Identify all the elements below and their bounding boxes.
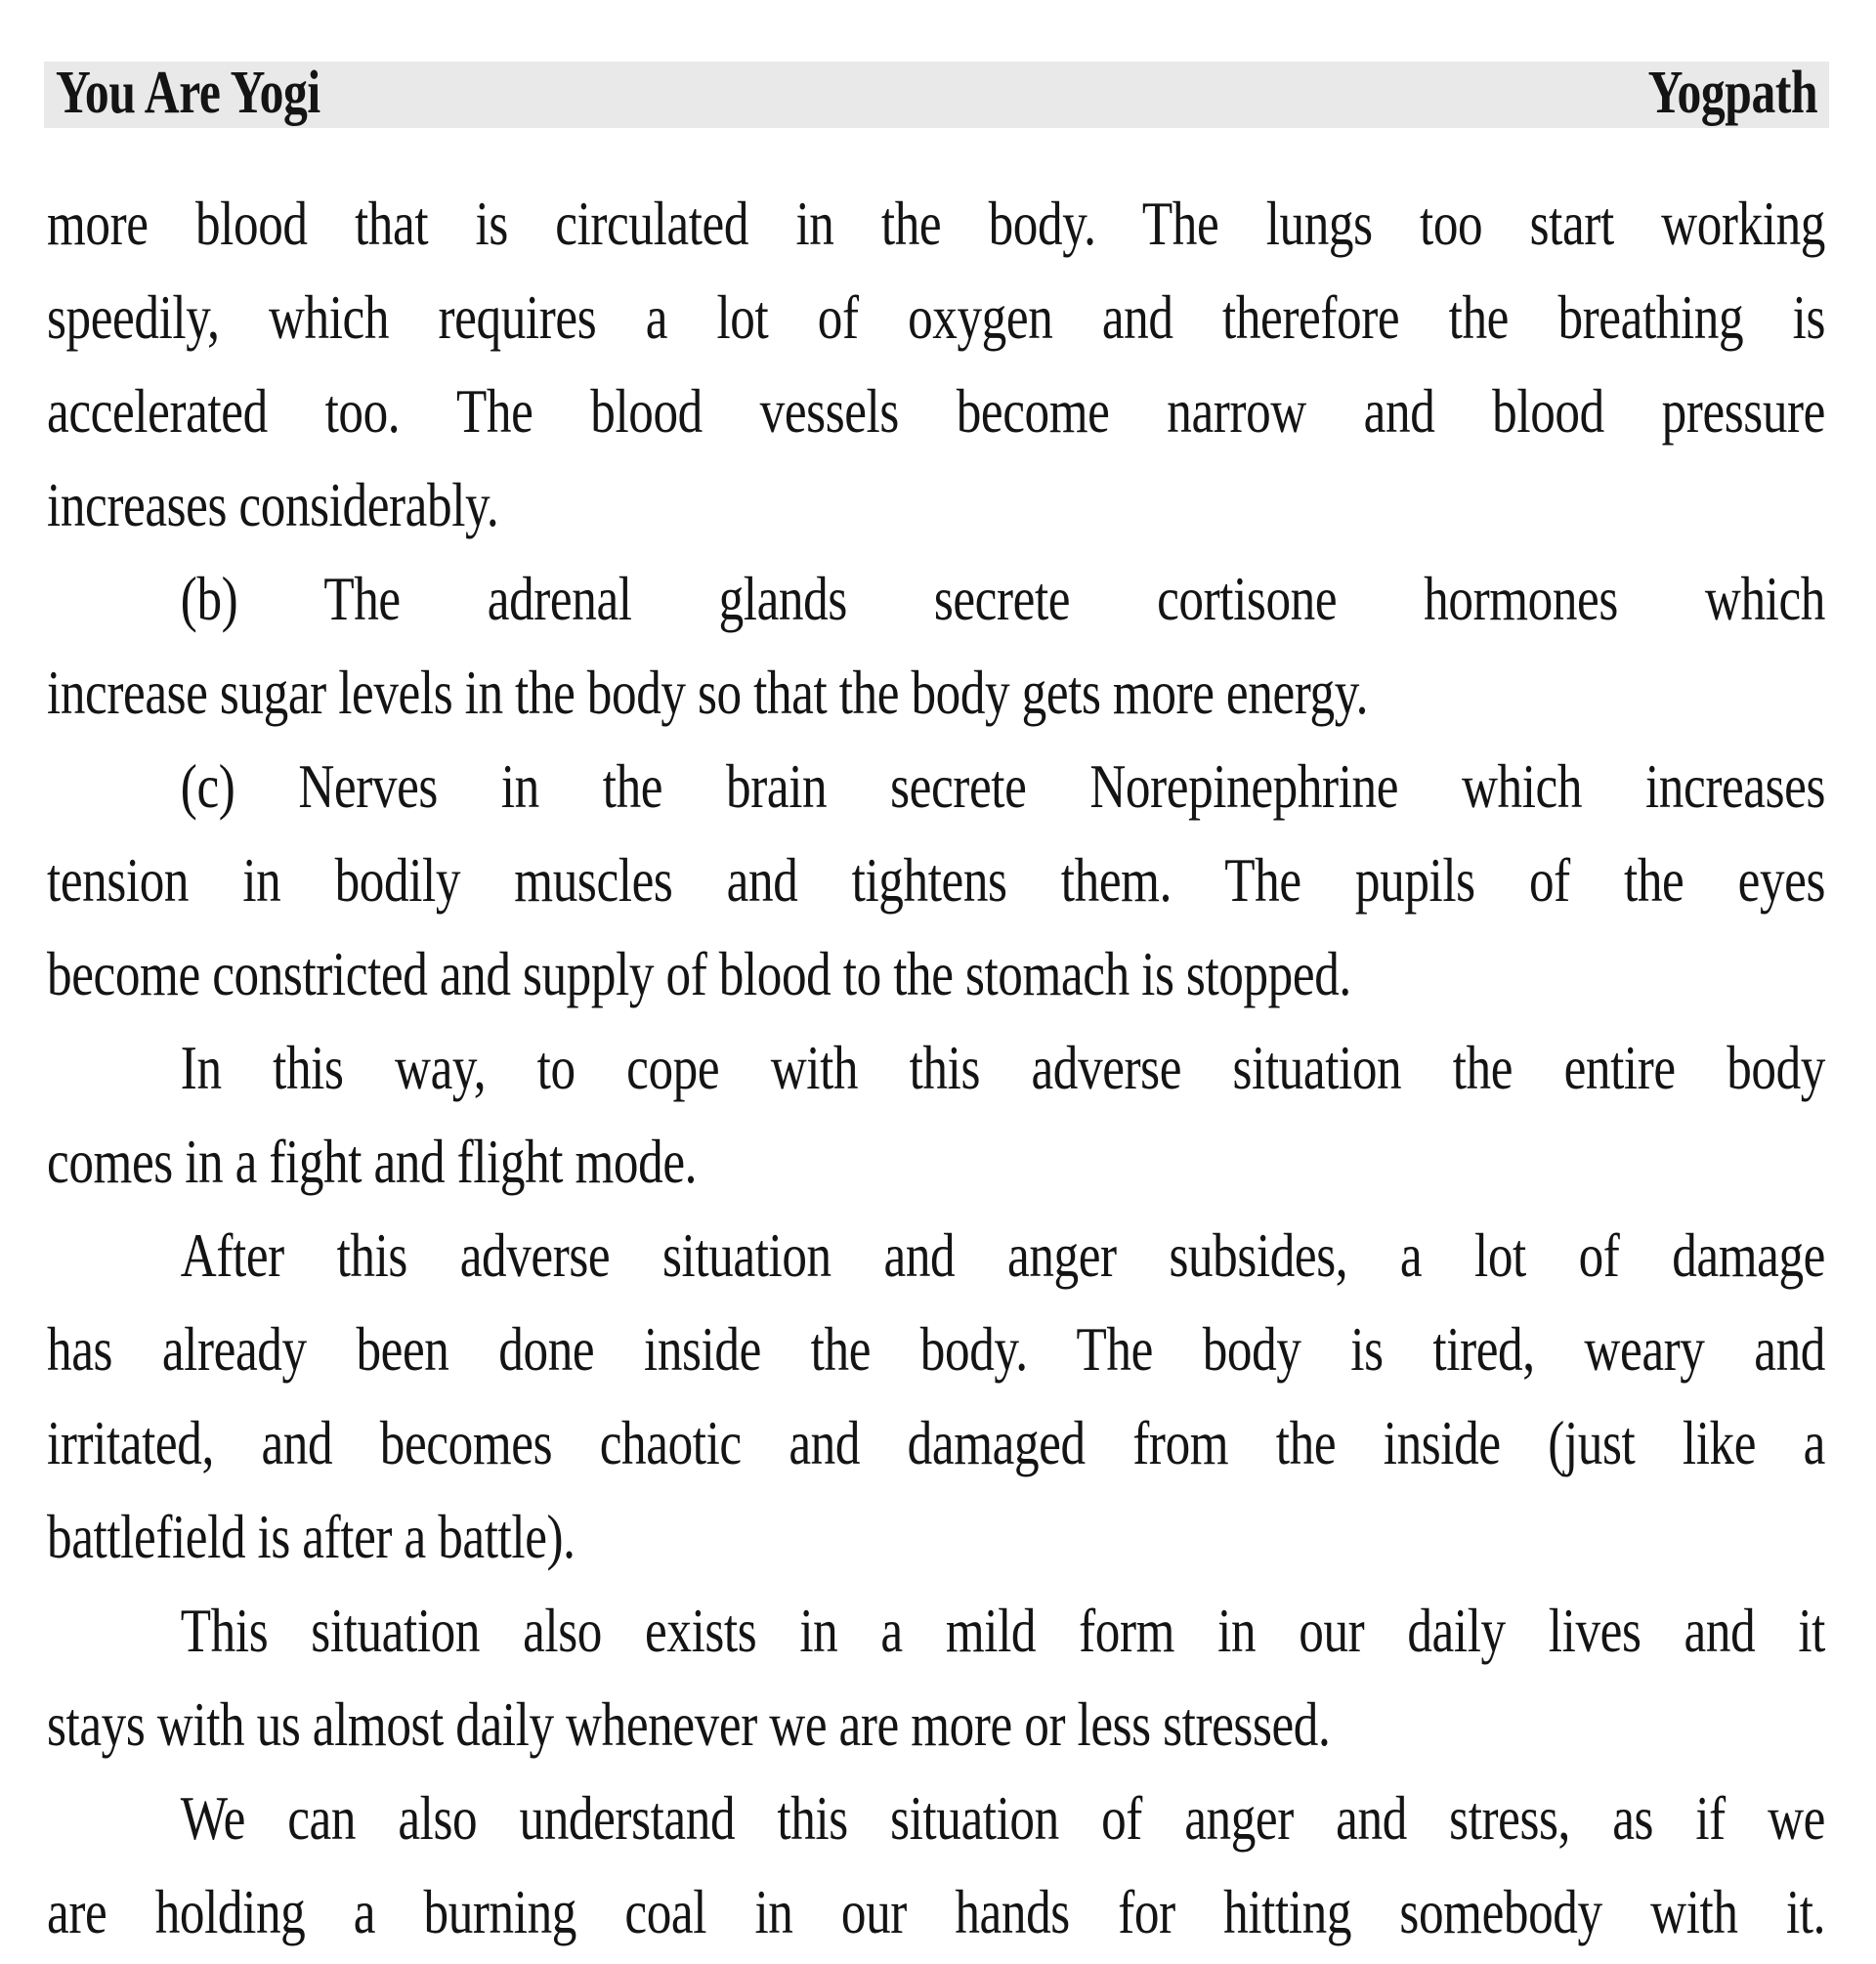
text-line: increase sugar levels in the body so that the body gets more energy. <box>47 658 1368 727</box>
text-line: After this adverse situation and anger subsides, a lot of damage <box>180 1220 1825 1290</box>
page-header-inner <box>44 62 1829 128</box>
text-line: In this way, to cope with this adverse situation the entire body <box>180 1033 1825 1102</box>
text-line: speedily, which requires a lot of oxygen and therefore the breathing is <box>47 282 1825 352</box>
text-line: We can also understand this situation of anger and stress, as if we <box>180 1783 1825 1853</box>
text-line: (c) Nerves in the brain secrete Norepinephrine which increases <box>180 751 1825 821</box>
text-line: more blood that is circulated in the body. The lungs too start working <box>47 189 1825 258</box>
text-line: comes in a fight and flight mode. <box>47 1127 698 1196</box>
text-line: This situation also exists in a mild form in our daily lives and it <box>180 1596 1825 1665</box>
text-line: are holding a burning coal in our hands for hitting somebody with it. <box>47 1877 1825 1946</box>
text-line: has already been done inside the body. The body is tired, weary and <box>47 1314 1825 1384</box>
text-line: battlefield is after a battle). <box>47 1502 576 1571</box>
text-line: tension in bodily muscles and tightens them. The pupils of the eyes <box>47 845 1825 915</box>
header-right-title: Yogpath <box>1647 60 1818 126</box>
header-left-title: You Are Yogi <box>56 60 320 126</box>
text-line: become constricted and supply of blood to the stomach is stopped. <box>47 939 1351 1008</box>
text-line: accelerated too. The blood vessels become narrow and blood pressure <box>47 376 1825 446</box>
page-header <box>44 62 1829 128</box>
text-line: stays with us almost daily whenever we are more or less stressed. <box>47 1689 1331 1759</box>
text-line: irritated, and becomes chaotic and damaged from the inside (just like a <box>47 1408 1825 1477</box>
text-line: increases considerably. <box>47 470 499 539</box>
page-body <box>47 177 1825 1959</box>
text-body <box>47 177 1825 1959</box>
text-line: (b) The adrenal glands secrete cortisone hormones which <box>180 564 1825 633</box>
